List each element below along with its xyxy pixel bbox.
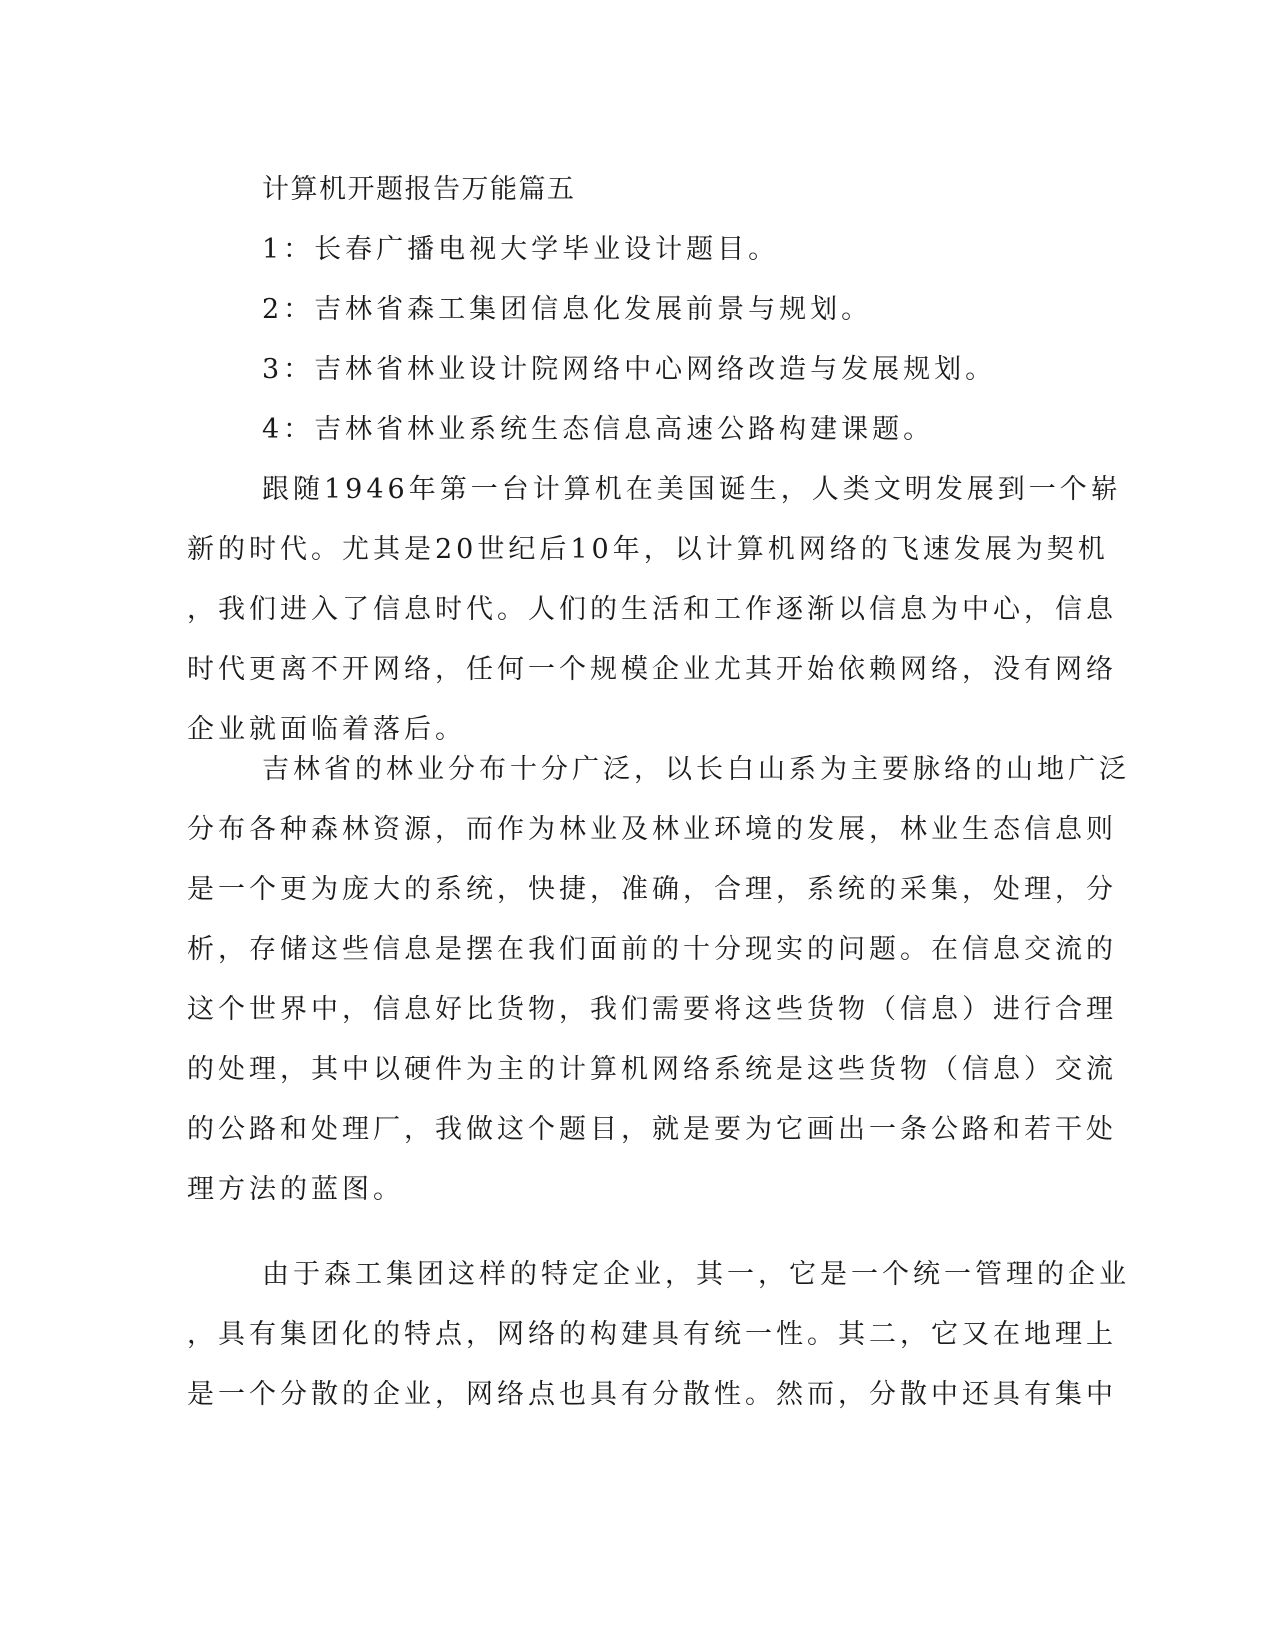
topic-list-item: 1：长春广播电视大学毕业设计题目。 [262,234,780,265]
body-paragraph [187,750,1130,1230]
paragraph-line: 吉林省的林业分布十分广泛，以长白山系为主要脉络的山地广泛 [262,754,1130,785]
topic-list-item: 4：吉林省林业系统生态信息高速公路构建课题。 [262,414,935,445]
topic-list-item: 3：吉林省林业设计院网络中心网络改造与发展规划。 [262,354,997,385]
paragraph-line: 这个世界中，信息好比货物，我们需要将这些货物（信息）进行合理 [187,994,1117,1025]
paragraph-line: 由于森工集团这样的特定企业，其一，它是一个统一管理的企业 [262,1259,1130,1290]
paragraph-line: 企业就面临着落后。 [187,714,466,745]
topic-list-item: 2：吉林省森工集团信息化发展前景与规划。 [262,294,873,325]
paragraph-line: 的公路和处理厂，我做这个题目，就是要为它画出一条公路和若干处 [187,1114,1117,1145]
paragraph-line: 的处理，其中以硬件为主的计算机网络系统是这些货物（信息）交流 [187,1054,1117,1085]
paragraph-line: 时代更离不开网络，任何一个规模企业尤其开始依赖网络，没有网络 [187,654,1117,685]
paragraph-line: 新的时代。尤其是20世纪后10年，以计算机网络的飞速发展为契机 [187,534,1109,565]
paragraph-line: 是一个分散的企业，网络点也具有分散性。然而，分散中还具有集中 [187,1379,1117,1410]
paragraph-line: 析，存储这些信息是摆在我们面前的十分现实的问题。在信息交流的 [187,934,1117,965]
paragraph-line: 分布各种森林资源，而作为林业及林业环境的发展，林业生态信息则 [187,814,1117,845]
document-title: 计算机开题报告万能篇五 [262,174,576,205]
paragraph-line: ，具有集团化的特点，网络的构建具有统一性。其二，它又在地理上 [187,1319,1117,1350]
paragraph-line: 理方法的蓝图。 [187,1174,404,1205]
paragraph-line: 跟随1946年第一台计算机在美国诞生，人类文明发展到一个崭 [262,474,1122,505]
body-paragraph [187,1255,1130,1435]
paragraph-line: ，我们进入了信息时代。人们的生活和工作逐渐以信息为中心，信息 [187,594,1117,625]
paragraph-line: 是一个更为庞大的系统，快捷，准确，合理，系统的采集，处理，分 [187,874,1117,905]
